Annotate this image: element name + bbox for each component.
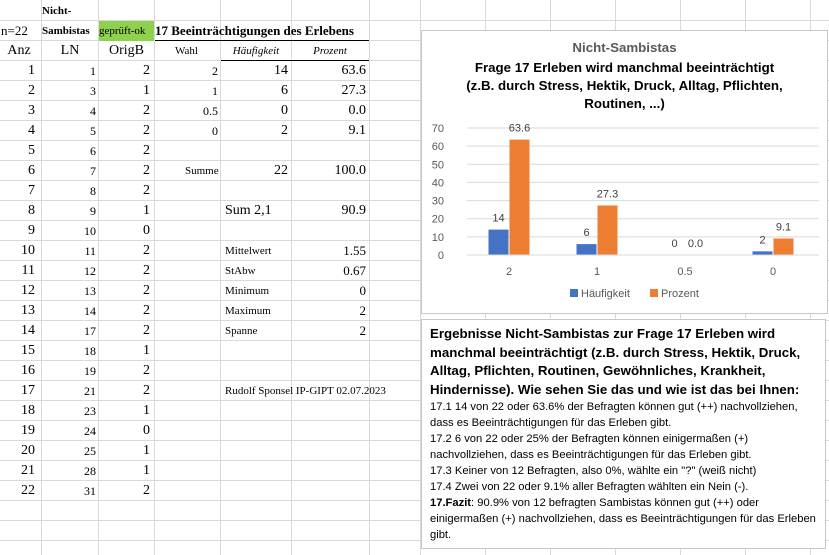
stat-value: 0 — [359, 283, 366, 298]
group-label-line2: Sambistas — [42, 25, 90, 37]
row-ln: 12 — [84, 264, 96, 278]
y-tick-label: 60 — [431, 141, 444, 154]
summe-haeufigkeit: 22 — [274, 163, 288, 178]
col-header-haeufigkeit: Häufigkeit — [232, 45, 280, 57]
group-label-line1: Nicht- — [42, 5, 72, 17]
author-credit: Rudolf Sponsel IP-GIPT 02.07.2023 — [225, 385, 386, 397]
row-ln: 19 — [84, 364, 96, 378]
data-label: 2 — [759, 234, 766, 247]
y-tick-label: 30 — [431, 195, 444, 208]
row-anz: 19 — [21, 423, 35, 438]
row-anz: 14 — [21, 323, 35, 338]
row-ln: 24 — [84, 424, 96, 438]
data-label: 6 — [583, 227, 590, 240]
row-ln: 28 — [84, 464, 96, 478]
stat-value: 2 — [359, 323, 366, 338]
row-anz: 5 — [28, 143, 35, 158]
x-tick-label: 0 — [769, 266, 777, 278]
y-tick-label: 0 — [437, 250, 444, 262]
row-origb: 1 — [143, 83, 150, 98]
col-header-anz: Anz — [7, 43, 31, 58]
row-origb: 1 — [143, 443, 150, 458]
row-ln: 4 — [90, 104, 96, 118]
data-label: 63.6 — [508, 122, 531, 135]
row-anz: 12 — [21, 283, 35, 298]
row-ln: 10 — [84, 224, 96, 238]
row-origb: 2 — [143, 243, 150, 258]
row-ln: 5 — [90, 124, 96, 138]
legend-swatch — [570, 289, 578, 297]
sum21-prozent: 90.9 — [341, 203, 366, 218]
result-line-17-4: 17.4 Zwei von 22 oder 9.1% aller Befragten wählten ein Nein (-). — [430, 481, 749, 493]
legend-label: Häufigkeit — [581, 288, 630, 300]
results-textbox — [421, 319, 826, 549]
row-origb: 1 — [143, 403, 150, 418]
row-ln: 3 — [90, 84, 96, 98]
row-origb: 0 — [143, 223, 150, 238]
bar-prozent — [598, 205, 618, 255]
row-anz: 15 — [21, 343, 35, 358]
row-anz: 16 — [21, 363, 35, 378]
col-header-prozent: Prozent — [313, 45, 347, 57]
sum21-label: Sum 2,1 — [225, 203, 272, 218]
row-anz: 17 — [21, 383, 35, 398]
row-anz: 7 — [28, 183, 35, 198]
y-tick-label: 10 — [431, 231, 444, 244]
stat-label: Minimum — [225, 285, 270, 297]
row-ln: 13 — [84, 284, 96, 298]
stat-label: StAbw — [225, 265, 256, 277]
col-header-origb: OrigB — [109, 43, 144, 58]
row-ln: 8 — [90, 184, 96, 198]
bar-haeufigkeit — [577, 244, 597, 255]
row-origb: 1 — [143, 203, 150, 218]
stat-label: Mittelwert — [225, 245, 272, 257]
col-header-ln: LN — [60, 43, 80, 58]
freq-prozent: 9.1 — [348, 123, 366, 138]
fazit-label: 17.Fazit — [430, 497, 472, 509]
row-anz: 2 — [28, 83, 35, 98]
y-tick-label: 40 — [431, 177, 444, 190]
summe-prozent: 100.0 — [334, 163, 366, 178]
freq-haeufigkeit: 0 — [281, 103, 288, 118]
col-header-wahl: Wahl — [175, 45, 198, 57]
row-origb: 2 — [143, 143, 150, 158]
row-origb: 1 — [143, 463, 150, 478]
row-ln: 1 — [90, 64, 96, 78]
freq-haeufigkeit: 14 — [274, 63, 288, 78]
row-origb: 2 — [143, 383, 150, 398]
result-line-17-1: 17.1 14 von 22 oder 63.6% der Befragten können gut (++) nachvollziehen, dass es Beeinträchtigungen für das Erleben gibt. — [430, 401, 798, 429]
row-origb: 2 — [143, 363, 150, 378]
y-tick-label: 70 — [431, 123, 444, 135]
bar-prozent — [510, 140, 530, 255]
chart-plot-area — [422, 31, 827, 313]
chart-title-line1: Nicht-Sambistas — [572, 40, 677, 55]
row-anz: 6 — [28, 163, 35, 178]
data-label: 14 — [492, 212, 505, 225]
freq-wahl: 0 — [212, 124, 218, 138]
row-ln: 17 — [84, 324, 96, 338]
row-ln: 14 — [84, 304, 96, 318]
x-tick-label: 1 — [593, 266, 601, 278]
y-tick-label: 20 — [431, 213, 444, 226]
row-origb: 2 — [143, 323, 150, 338]
row-anz: 3 — [28, 103, 35, 118]
row-ln: 9 — [90, 204, 96, 218]
row-origb: 2 — [143, 483, 150, 498]
row-ln: 21 — [84, 384, 96, 398]
freq-wahl: 0.5 — [203, 104, 218, 118]
row-origb: 2 — [143, 303, 150, 318]
grid-column-line — [369, 0, 370, 555]
row-origb: 2 — [143, 283, 150, 298]
data-label: 0.0 — [687, 238, 704, 250]
row-origb: 2 — [143, 63, 150, 78]
bar-chart — [421, 30, 828, 314]
freq-prozent: 63.6 — [341, 63, 366, 78]
row-anz: 18 — [21, 403, 35, 418]
row-anz: 20 — [21, 443, 35, 458]
row-ln: 7 — [90, 164, 96, 178]
stat-value: 1.55 — [343, 243, 366, 258]
result-fazit — [430, 495, 817, 543]
row-ln: 23 — [84, 404, 96, 418]
row-origb: 1 — [143, 343, 150, 358]
legend-swatch — [650, 289, 658, 297]
freq-wahl: 2 — [212, 64, 218, 78]
data-label: 9.1 — [775, 221, 792, 234]
results-heading: Ergebnisse Nicht-Sambistas zur Frage 17 Erleben wird manchmal beeinträchtigt (z.B. durch Stress, Hektik, Druck, Alltag, Pflichten, Routinen, Gewöhnliches, Krankheit, Hindernisse). Wie sehen Sie das und wie ist das bei Ihnen: — [430, 326, 801, 397]
row-origb: 2 — [143, 123, 150, 138]
bar-haeufigkeit — [753, 251, 773, 255]
row-anz: 22 — [21, 483, 35, 498]
row-origb: 2 — [143, 183, 150, 198]
row-ln: 18 — [84, 344, 96, 358]
row-origb: 2 — [143, 103, 150, 118]
data-label: 0 — [671, 238, 678, 250]
bar-haeufigkeit — [489, 230, 509, 255]
row-ln: 25 — [84, 444, 96, 458]
summe-label: Summe — [185, 165, 219, 177]
row-anz: 4 — [28, 123, 35, 138]
stat-label: Spanne — [225, 325, 258, 337]
legend-label: Prozent — [661, 288, 699, 300]
stat-value: 0.67 — [343, 263, 366, 278]
row-anz: 13 — [21, 303, 35, 318]
row-anz: 10 — [21, 243, 35, 258]
row-ln: 6 — [90, 144, 96, 158]
row-anz: 21 — [21, 463, 35, 478]
row-origb: 0 — [143, 423, 150, 438]
question-title: 17 Beeinträchtigungen des Erlebens — [155, 23, 354, 38]
row-ln: 31 — [84, 484, 96, 498]
chart-title-line3: (z.B. durch Stress, Hektik, Druck, Alltag, Pflichten, — [466, 78, 783, 93]
chart-title-line4: Routinen, ...) — [584, 96, 665, 111]
freq-haeufigkeit: 6 — [281, 83, 288, 98]
row-anz: 11 — [21, 263, 35, 278]
row-anz: 1 — [28, 63, 35, 78]
row-origb: 2 — [143, 263, 150, 278]
stat-label: Maximum — [225, 305, 271, 317]
x-tick-label: 0.5 — [677, 266, 693, 278]
row-origb: 2 — [143, 163, 150, 178]
row-anz: 9 — [28, 223, 35, 238]
data-label: 27.3 — [596, 188, 619, 201]
freq-haeufigkeit: 2 — [281, 123, 288, 138]
bar-prozent — [774, 238, 794, 255]
row-anz: 8 — [28, 203, 35, 218]
fazit-text: : 90.9% von 12 befragten Sambistas können gut (++) oder einigermaßen (+) nachvollziehen, dass es Beeinträchtigungen für das Erleben gibt. — [430, 497, 816, 541]
chart-title-line2: Frage 17 Erleben wird manchmal beeinträchtigt — [474, 60, 775, 75]
freq-prozent: 27.3 — [341, 83, 366, 98]
checked-badge: geprüft-ok — [99, 21, 154, 41]
freq-prozent: 0.0 — [348, 103, 366, 118]
freq-wahl: 1 — [212, 84, 218, 98]
n-label: n=22 — [1, 23, 28, 38]
row-ln: 11 — [84, 244, 96, 258]
stat-value: 2 — [359, 303, 366, 318]
result-line-17-2: 17.2 6 von 22 oder 25% der Befragten können einigermaßen (+) nachvollziehen, dass es Beeinträchtigungen für das Erleben gibt. — [430, 433, 752, 461]
y-tick-label: 50 — [431, 159, 444, 172]
x-tick-label: 2 — [505, 266, 513, 278]
result-line-17-3: 17.3 Keiner von 12 Befragten, also 0%, wählte ein "?" (weiß nicht) — [430, 465, 757, 477]
